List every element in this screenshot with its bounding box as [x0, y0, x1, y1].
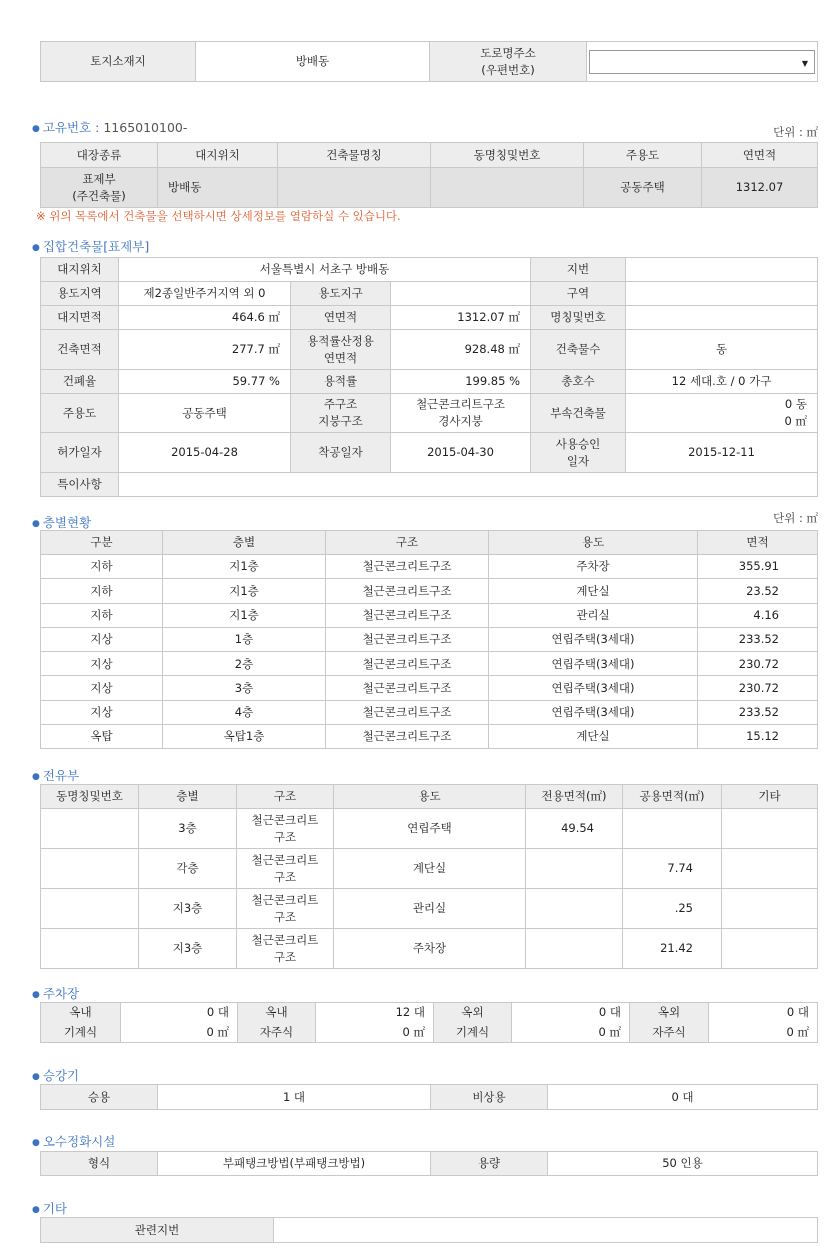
- exclusive-use: 주차장: [334, 929, 526, 969]
- register-list-table: [40, 142, 818, 208]
- exclusive-row: [41, 809, 818, 849]
- floor-structure: 철근콘크리트구조: [326, 676, 489, 700]
- special-notes-label: 특이사항: [41, 473, 119, 497]
- related-lot-value: [274, 1218, 818, 1243]
- etc-section-heading: [32, 1199, 67, 1217]
- parking-section-heading: [32, 984, 79, 1002]
- site-value: 서울특별시 서초구 방배동: [119, 258, 531, 282]
- floors-section-label: 층별현황: [42, 515, 92, 530]
- exclusive-structure-line2: 구조: [273, 869, 297, 884]
- parking-outdoor-self-label: 옥외: [630, 1003, 709, 1023]
- floor-category: 지상: [41, 652, 163, 676]
- register-type-line2: (주건축물): [72, 188, 126, 203]
- parking-self-label: 자주식: [630, 1023, 709, 1043]
- exclusive-row: [41, 929, 818, 969]
- col-header-structure: 구조: [237, 785, 334, 809]
- floor-structure: 철근콘크리트구조: [326, 555, 489, 579]
- exclusive-dong: [41, 929, 139, 969]
- col-header-other: 기타: [722, 785, 818, 809]
- floor-use: 연립주택(3세대): [489, 700, 698, 724]
- floor-structure: 철근콘크리트구조: [326, 725, 489, 749]
- structure-value: [391, 394, 531, 433]
- floor-structure: 철근콘크리트구조: [326, 700, 489, 724]
- parking-indoor-self-count: 12 대: [316, 1003, 434, 1023]
- annex-value-line2: 0 ㎡: [784, 414, 807, 428]
- exclusive-common-area: 7.74: [623, 849, 722, 889]
- floor-structure: 철근콘크리트구조: [326, 579, 489, 603]
- floor-level: 4층: [163, 700, 326, 724]
- elevator-section-heading: [32, 1066, 79, 1084]
- unique-number-heading: [32, 118, 187, 136]
- col-header-area: 면적: [698, 531, 818, 555]
- col-header-category: 구분: [41, 531, 163, 555]
- register-row[interactable]: [41, 168, 818, 208]
- floor-row: [41, 700, 818, 724]
- floor-area: 233.52: [698, 700, 818, 724]
- floors-section-heading: [32, 513, 91, 531]
- floor-area: 355.91: [698, 555, 818, 579]
- floor-row: [41, 603, 818, 627]
- exclusive-structure: [237, 929, 334, 969]
- floor-area: 230.72: [698, 652, 818, 676]
- title-table: [40, 257, 818, 497]
- floor-category: 지하: [41, 555, 163, 579]
- sewage-section-heading: [32, 1132, 115, 1150]
- etc-table: [40, 1217, 818, 1243]
- exclusive-floor: 각층: [139, 849, 237, 889]
- passenger-elevator-label: 승용: [41, 1085, 158, 1110]
- parking-row2: [41, 1023, 818, 1043]
- exclusive-structure-line1: 철근콘크리트: [251, 932, 319, 947]
- col-header-main-use: 주용도: [584, 143, 702, 168]
- col-header-dong: 동명칭및번호: [41, 785, 139, 809]
- sewage-type-value: 부패탱크방법(부패탱크방법): [158, 1152, 431, 1176]
- col-header-floor-area: 연면적: [702, 143, 818, 168]
- units-value: 12 세대.호 / 0 가구: [626, 370, 818, 394]
- parking-self-label: 자주식: [238, 1023, 316, 1043]
- floor-area: 15.12: [698, 725, 818, 749]
- land-location-value: 방배동: [196, 42, 430, 82]
- floor-category: 지상: [41, 627, 163, 651]
- sewage-type-label: 형식: [41, 1152, 158, 1176]
- far-area-label-line1: 용적률산정용: [307, 333, 374, 348]
- exclusive-section-label: 전유부: [42, 768, 80, 783]
- parking-outdoor-mechanical-count: 0 대: [512, 1003, 630, 1023]
- far-value: 199.85 %: [391, 370, 531, 394]
- far-label: 용적률: [291, 370, 391, 394]
- district-label: 용도지구: [291, 282, 391, 306]
- exclusive-use: 계단실: [334, 849, 526, 889]
- floor-category: 옥탑: [41, 725, 163, 749]
- parking-outdoor-self-count: 0 대: [709, 1003, 818, 1023]
- exclusive-dong: [41, 809, 139, 849]
- floor-structure: 철근콘크리트구조: [326, 652, 489, 676]
- dropdown-arrow-icon[interactable]: ▼: [801, 58, 808, 68]
- elevator-table: [40, 1084, 818, 1110]
- bullet-icon: ●: [32, 989, 40, 1000]
- related-lot-label: 관련지번: [41, 1218, 274, 1243]
- bullet-icon: ●: [32, 771, 40, 782]
- parking-indoor-mechanical-count: 0 대: [121, 1003, 238, 1023]
- floor-area: 233.52: [698, 627, 818, 651]
- bullet-icon: ●: [32, 1071, 40, 1082]
- exclusive-common-area: 21.42: [623, 929, 722, 969]
- road-address-select[interactable]: [589, 50, 815, 74]
- exclusive-dong: [41, 849, 139, 889]
- notice-text: ※ 위의 목록에서 건축물을 선택하시면 상세정보를 열람하실 수 있습니다.: [36, 209, 401, 223]
- approval-date-label-line1: 사용승인: [555, 436, 601, 451]
- exclusive-row: [41, 849, 818, 889]
- land-area-label: 대지면적: [41, 306, 119, 330]
- exclusive-private-area: 49.54: [526, 809, 623, 849]
- exclusive-structure-line2: 구조: [273, 949, 297, 964]
- exclusive-private-area: [526, 849, 623, 889]
- floor-area-value: 1312.07 ㎡: [391, 306, 531, 330]
- site-label: 대지위치: [41, 258, 119, 282]
- parking-table: [40, 1002, 818, 1043]
- parking-section-label: 주차장: [42, 986, 80, 1001]
- passenger-elevator-value: 1 대: [158, 1085, 431, 1110]
- units-label: 총호수: [531, 370, 626, 394]
- exclusive-other: [722, 809, 818, 849]
- main-use-value: 공동주택: [119, 394, 291, 433]
- structure-value-line2: 경사지붕: [438, 414, 483, 428]
- elevator-section-label: 승강기: [42, 1068, 80, 1083]
- floor-row: [41, 555, 818, 579]
- floor-row: [41, 579, 818, 603]
- floor-use: 연립주택(3세대): [489, 652, 698, 676]
- building-name-label: 명칭및번호: [531, 306, 626, 330]
- exclusive-common-area: [623, 809, 722, 849]
- parking-row1: [41, 1003, 818, 1023]
- exclusive-other: [722, 889, 818, 929]
- col-header-structure: 구조: [326, 531, 489, 555]
- building-area-label: 건축면적: [41, 330, 119, 370]
- floor-use: 계단실: [489, 579, 698, 603]
- far-area-label: [291, 330, 391, 370]
- exclusive-table: [40, 784, 818, 969]
- floor-area: 23.52: [698, 579, 818, 603]
- area-value: [626, 282, 818, 306]
- floor-area-label: 연면적: [291, 306, 391, 330]
- col-header-floor: 층별: [139, 785, 237, 809]
- far-area-value: 928.48 ㎡: [391, 330, 531, 370]
- exclusive-common-area: .25: [623, 889, 722, 929]
- exclusive-use: 연립주택: [334, 809, 526, 849]
- col-header-dong: 동명칭및번호: [431, 143, 584, 168]
- road-address-label-line2: (우편번호): [481, 62, 535, 77]
- register-site: 방배동: [158, 168, 278, 208]
- bullet-icon: ●: [32, 242, 40, 253]
- floor-structure: 철근콘크리트구조: [326, 603, 489, 627]
- col-header-register-type: 대장종류: [41, 143, 158, 168]
- col-header-site: 대지위치: [158, 143, 278, 168]
- floor-use: 관리실: [489, 603, 698, 627]
- floors-table: [40, 530, 818, 749]
- bcr-label: 건폐율: [41, 370, 119, 394]
- road-address-cell: [587, 42, 818, 82]
- parking-mechanical-label: 기계식: [41, 1023, 121, 1043]
- parking-indoor-self-area: 0 ㎡: [316, 1023, 434, 1043]
- start-date-value: 2015-04-30: [391, 433, 531, 473]
- exclusive-structure-line1: 철근콘크리트: [251, 892, 319, 907]
- exclusive-structure-line2: 구조: [273, 909, 297, 924]
- parking-outdoor-mechanical-label: 옥외: [434, 1003, 512, 1023]
- parking-mechanical-label: 기계식: [434, 1023, 512, 1043]
- exclusive-use: 관리실: [334, 889, 526, 929]
- col-header-use: 용도: [489, 531, 698, 555]
- exclusive-floor: 3층: [139, 809, 237, 849]
- register-type-cell: [41, 168, 158, 208]
- register-main-use: 공동주택: [584, 168, 702, 208]
- annex-value-line1: 0 동: [784, 397, 807, 412]
- floor-level: 지1층: [163, 579, 326, 603]
- parking-indoor-self-label: 옥내: [238, 1003, 316, 1023]
- road-address-label-line1: 도로명주소: [480, 45, 536, 60]
- exclusive-structure: [237, 809, 334, 849]
- land-location-label: 토지소재지: [41, 42, 196, 82]
- location-table: [40, 41, 818, 82]
- exclusive-floor: 지3층: [139, 929, 237, 969]
- floor-row: [41, 627, 818, 651]
- building-count-value: 동: [626, 330, 818, 370]
- title-section-label: 집합건축물[표제부]: [42, 239, 150, 254]
- floor-use: 주차장: [489, 555, 698, 579]
- sewage-table: [40, 1151, 818, 1176]
- sewage-section-label: 오수정화시설: [42, 1134, 116, 1149]
- sewage-capacity-label: 용량: [431, 1152, 548, 1176]
- floor-level: 3층: [163, 676, 326, 700]
- bcr-value: 59.77 %: [119, 370, 291, 394]
- unique-number-label: 고유번호 :: [42, 120, 100, 135]
- lot-value: [626, 258, 818, 282]
- exclusive-other: [722, 929, 818, 969]
- floor-category: 지상: [41, 700, 163, 724]
- floor-use: 연립주택(3세대): [489, 676, 698, 700]
- building-name-value: [626, 306, 818, 330]
- bullet-icon: ●: [32, 518, 40, 529]
- exclusive-other: [722, 849, 818, 889]
- zone-label: 용도지역: [41, 282, 119, 306]
- floor-category: 지하: [41, 579, 163, 603]
- annex-label: 부속건축물: [531, 394, 626, 433]
- register-dong: [431, 168, 584, 208]
- unit-label: 단위 : ㎡: [773, 125, 818, 139]
- title-section-heading: [32, 237, 149, 255]
- exclusive-private-area: [526, 889, 623, 929]
- floor-area: 230.72: [698, 676, 818, 700]
- floor-level: 1층: [163, 627, 326, 651]
- floor-structure: 철근콘크리트구조: [326, 627, 489, 651]
- col-header-exclusive-area: 전용면적(㎡): [526, 785, 623, 809]
- special-notes-value: [119, 473, 818, 497]
- building-count-label: 건축물수: [531, 330, 626, 370]
- register-building-name: [278, 168, 431, 208]
- exclusive-structure: [237, 849, 334, 889]
- exclusive-structure: [237, 889, 334, 929]
- floor-category: 지하: [41, 603, 163, 627]
- floor-category: 지상: [41, 676, 163, 700]
- exclusive-private-area: [526, 929, 623, 969]
- register-floor-area: 1312.07: [702, 168, 818, 208]
- bullet-icon: ●: [32, 1204, 40, 1215]
- annex-value: [626, 394, 818, 433]
- parking-outdoor-mechanical-area: 0 ㎡: [512, 1023, 630, 1043]
- far-area-label-line2: 연면적: [323, 350, 358, 365]
- bullet-icon: ●: [32, 1137, 40, 1148]
- zone-value: 제2종일반주거지역 외 0: [119, 282, 291, 306]
- area-label: 구역: [531, 282, 626, 306]
- floor-row: [41, 676, 818, 700]
- floor-row: [41, 725, 818, 749]
- structure-label: [291, 394, 391, 433]
- col-header-common-area: 공용면적(㎡): [623, 785, 722, 809]
- parking-indoor-mechanical-label: 옥내: [41, 1003, 121, 1023]
- emergency-elevator-value: 0 대: [548, 1085, 818, 1110]
- parking-indoor-mechanical-area: 0 ㎡: [121, 1023, 238, 1043]
- permit-date-label: 허가일자: [41, 433, 119, 473]
- lot-label: 지번: [531, 258, 626, 282]
- floor-level: 2층: [163, 652, 326, 676]
- col-header-floor: 층별: [163, 531, 326, 555]
- land-area-value: 464.6 ㎡: [119, 306, 291, 330]
- structure-label-line2: 지붕구조: [318, 414, 363, 428]
- col-header-building-name: 건축물명칭: [278, 143, 431, 168]
- exclusive-section-heading: [32, 766, 79, 784]
- floors-unit-label: 단위 : ㎡: [773, 511, 818, 525]
- col-header-use: 용도: [334, 785, 526, 809]
- exclusive-structure-line1: 철근콘크리트: [251, 812, 319, 827]
- floor-level: 지1층: [163, 603, 326, 627]
- start-date-label: 착공일자: [291, 433, 391, 473]
- exclusive-structure-line1: 철근콘크리트: [251, 852, 319, 867]
- unique-number-value: 1165010100-: [103, 120, 188, 135]
- floor-level: 지1층: [163, 555, 326, 579]
- etc-section-label: 기타: [42, 1201, 68, 1216]
- exclusive-row: [41, 889, 818, 929]
- road-address-label: [430, 42, 587, 82]
- permit-date-value: 2015-04-28: [119, 433, 291, 473]
- building-area-value: 277.7 ㎡: [119, 330, 291, 370]
- floor-level: 옥탑1층: [163, 725, 326, 749]
- sewage-capacity-value: 50 인용: [548, 1152, 818, 1176]
- exclusive-structure-line2: 구조: [273, 829, 297, 844]
- floor-area: 4.16: [698, 603, 818, 627]
- exclusive-dong: [41, 889, 139, 929]
- main-use-label: 주용도: [41, 394, 119, 433]
- bullet-icon: ●: [32, 123, 40, 134]
- approval-date-value: 2015-12-11: [626, 433, 818, 473]
- parking-outdoor-self-area: 0 ㎡: [709, 1023, 818, 1043]
- emergency-elevator-label: 비상용: [431, 1085, 548, 1110]
- structure-value-line1: 철근콘크리트구조: [416, 397, 505, 412]
- approval-date-label: [531, 433, 626, 473]
- floor-use: 연립주택(3세대): [489, 627, 698, 651]
- approval-date-label-line2: 일자: [566, 453, 590, 468]
- exclusive-floor: 지3층: [139, 889, 237, 929]
- register-type-line1: 표제부: [82, 171, 116, 186]
- structure-label-line1: 주구조: [323, 397, 358, 412]
- floor-row: [41, 652, 818, 676]
- district-value: [391, 282, 531, 306]
- floor-use: 계단실: [489, 725, 698, 749]
